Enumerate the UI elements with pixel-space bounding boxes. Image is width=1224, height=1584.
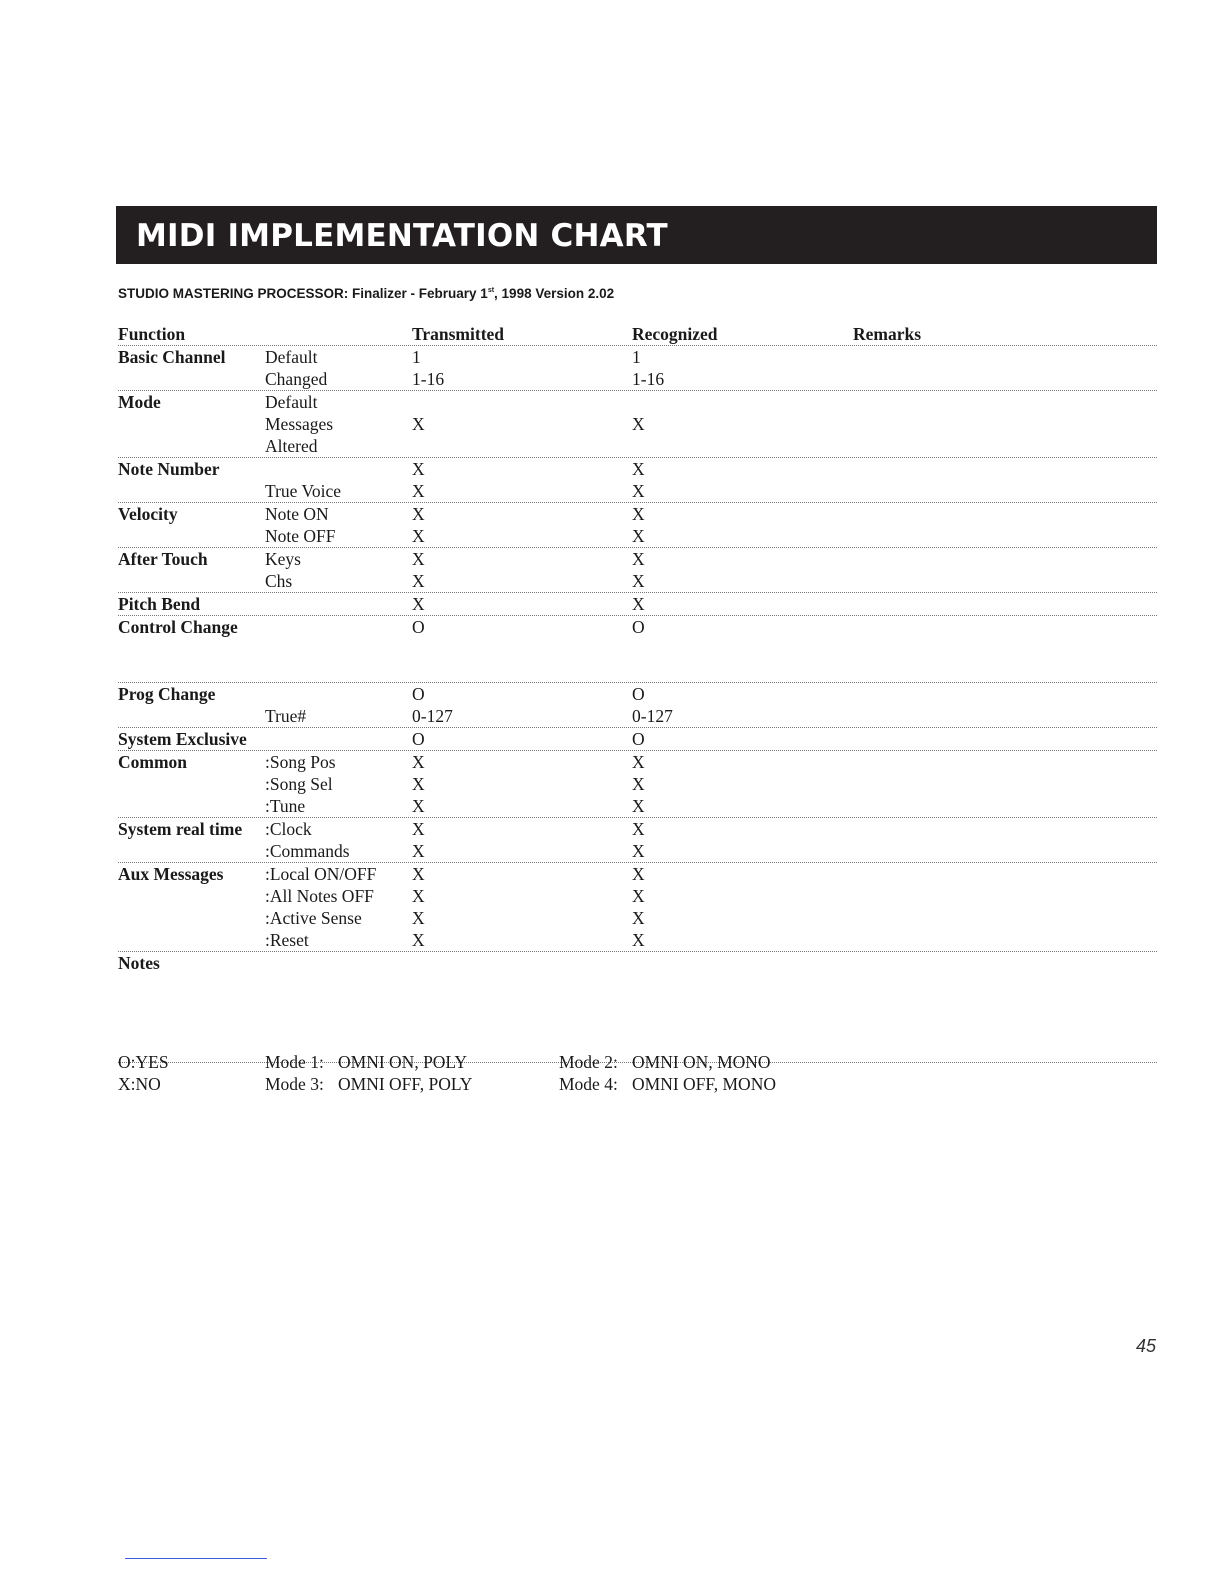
notes-spacer (118, 974, 1157, 1063)
row-recognized: X (632, 526, 645, 546)
table-header-row (118, 323, 1157, 346)
table-row (118, 593, 1157, 616)
row-subfunction: True Voice (265, 481, 342, 501)
mode-legend (118, 1051, 1157, 1095)
table-row (118, 616, 1157, 638)
row-subfunction: :Reset (265, 930, 309, 950)
row-transmitted: X (412, 930, 425, 950)
row-subfunction: :Song Pos (265, 752, 336, 772)
row-transmitted: 1-16 (412, 369, 445, 389)
row-transmitted: X (412, 594, 425, 614)
row-transmitted: O (412, 684, 425, 704)
table-row (118, 570, 1157, 593)
row-recognized: X (632, 796, 645, 816)
row-transmitted: X (412, 841, 425, 861)
row-recognized: O (632, 684, 645, 704)
legend-no: X:NO (118, 1074, 161, 1094)
row-function: Common (118, 752, 188, 772)
table-row (118, 773, 1157, 795)
subtitle-superscript: st (487, 287, 495, 294)
row-function: Basic Channel (118, 347, 226, 367)
row-transmitted: X (412, 774, 425, 794)
title-banner (116, 206, 1157, 264)
table-row (118, 413, 1157, 435)
row-recognized: X (632, 930, 645, 950)
table-row (118, 391, 1157, 413)
row-transmitted: X (412, 796, 425, 816)
row-recognized: X (632, 459, 645, 479)
legend-yes: O:YES (118, 1052, 169, 1072)
row-subfunction: :Clock (265, 819, 312, 839)
legend-mode3-value: OMNI OFF, POLY (338, 1074, 473, 1094)
row-recognized: X (632, 774, 645, 794)
row-transmitted: X (412, 864, 425, 884)
row-subfunction: True# (265, 706, 307, 726)
row-subfunction: Keys (265, 549, 301, 569)
legend-row (118, 1051, 1157, 1073)
row-recognized: X (632, 752, 645, 772)
row-function: After Touch (118, 549, 208, 569)
table-row (118, 863, 1157, 885)
table-row (118, 435, 1157, 458)
table-row (118, 548, 1157, 570)
row-subfunction: Altered (265, 436, 318, 456)
row-subfunction: Messages (265, 414, 334, 434)
subtitle-main: STUDIO MASTERING PROCESSOR: Finalizer - February 1 (118, 286, 488, 301)
row-transmitted: O (412, 617, 425, 637)
legend-mode1-label: Mode 1: (265, 1052, 324, 1072)
row-subfunction: Note OFF (265, 526, 336, 546)
row-transmitted: X (412, 549, 425, 569)
row-function: Aux Messages (118, 864, 224, 884)
row-recognized: O (632, 617, 645, 637)
row-function: Velocity (118, 504, 178, 524)
row-transmitted: 1 (412, 347, 421, 367)
row-transmitted: X (412, 571, 425, 591)
column-header-function: Function (118, 324, 186, 344)
row-function: System Exclusive (118, 729, 247, 749)
legend-mode3-label: Mode 3: (265, 1074, 324, 1094)
row-function: Control Change (118, 617, 238, 637)
row-recognized: X (632, 864, 645, 884)
row-transmitted: X (412, 504, 425, 524)
row-recognized: 1 (632, 347, 641, 367)
legend-mode4-value: OMNI OFF, MONO (632, 1074, 776, 1094)
row-subfunction: :All Notes OFF (265, 886, 374, 906)
row-recognized: X (632, 908, 645, 928)
row-function: Pitch Bend (118, 594, 201, 614)
table-row (118, 840, 1157, 863)
row-recognized: X (632, 841, 645, 861)
legend-mode1-value: OMNI ON, POLY (338, 1052, 468, 1072)
table-row (118, 885, 1157, 907)
row-transmitted: X (412, 481, 425, 501)
table-row (118, 683, 1157, 705)
row-subfunction: Default (265, 347, 318, 367)
row-subfunction: Default (265, 392, 318, 412)
row-transmitted: 0-127 (412, 706, 453, 726)
table-row (118, 458, 1157, 480)
row-subfunction: Note ON (265, 504, 329, 524)
table-row (118, 503, 1157, 525)
row-recognized: X (632, 886, 645, 906)
legend-row (118, 1073, 1157, 1095)
row-recognized: X (632, 819, 645, 839)
column-header-remarks: Remarks (853, 324, 922, 344)
row-transmitted: X (412, 414, 425, 434)
row-transmitted: X (412, 886, 425, 906)
row-function: Mode (118, 392, 161, 412)
row-subfunction: :Commands (265, 841, 350, 861)
table-row (118, 929, 1157, 952)
table-row (118, 952, 1157, 974)
row-recognized: X (632, 549, 645, 569)
table-row (118, 795, 1157, 818)
footer-rule (125, 1558, 267, 1559)
row-subfunction: Changed (265, 369, 328, 389)
row-subfunction: :Local ON/OFF (265, 864, 377, 884)
row-recognized: 0-127 (632, 706, 673, 726)
row-transmitted: O (412, 729, 425, 749)
page-number: 45 (1135, 1336, 1156, 1356)
row-recognized: 1-16 (632, 369, 665, 389)
table-row (118, 907, 1157, 929)
row-transmitted: X (412, 908, 425, 928)
page-title: MIDI IMPLEMENTATION CHART (136, 218, 668, 254)
row-function: Prog Change (118, 684, 216, 704)
table-row (118, 705, 1157, 728)
control-change-spacer (118, 638, 1157, 683)
row-transmitted: X (412, 752, 425, 772)
table-row (118, 480, 1157, 503)
row-subfunction: :Song Sel (265, 774, 333, 794)
table-row (118, 818, 1157, 840)
table-row (118, 368, 1157, 391)
row-recognized: X (632, 571, 645, 591)
table-row (118, 525, 1157, 548)
midi-implementation-table (118, 323, 1157, 1063)
row-function: System real time (118, 819, 243, 839)
row-recognized: X (632, 481, 645, 501)
table-row (118, 751, 1157, 773)
column-header-transmitted: Transmitted (412, 324, 505, 344)
row-subfunction: Chs (265, 571, 293, 591)
row-recognized: X (632, 594, 645, 614)
subtitle-end: , 1998 Version 2.02 (494, 286, 615, 301)
document-subtitle (118, 286, 614, 301)
row-transmitted: X (412, 526, 425, 546)
row-function: Notes (118, 953, 160, 973)
row-transmitted: X (412, 459, 425, 479)
legend-mode4-label: Mode 4: (559, 1074, 618, 1094)
legend-mode2-value: OMNI ON, MONO (632, 1052, 771, 1072)
row-transmitted: X (412, 819, 425, 839)
table-row (118, 346, 1157, 368)
legend-mode2-label: Mode 2: (559, 1052, 618, 1072)
row-function: Note Number (118, 459, 220, 479)
table-row (118, 728, 1157, 751)
row-subfunction: :Tune (265, 796, 306, 816)
row-subfunction: :Active Sense (265, 908, 362, 928)
row-recognized: O (632, 729, 645, 749)
column-header-recognized: Recognized (632, 324, 718, 344)
row-recognized: X (632, 414, 645, 434)
row-recognized: X (632, 504, 645, 524)
